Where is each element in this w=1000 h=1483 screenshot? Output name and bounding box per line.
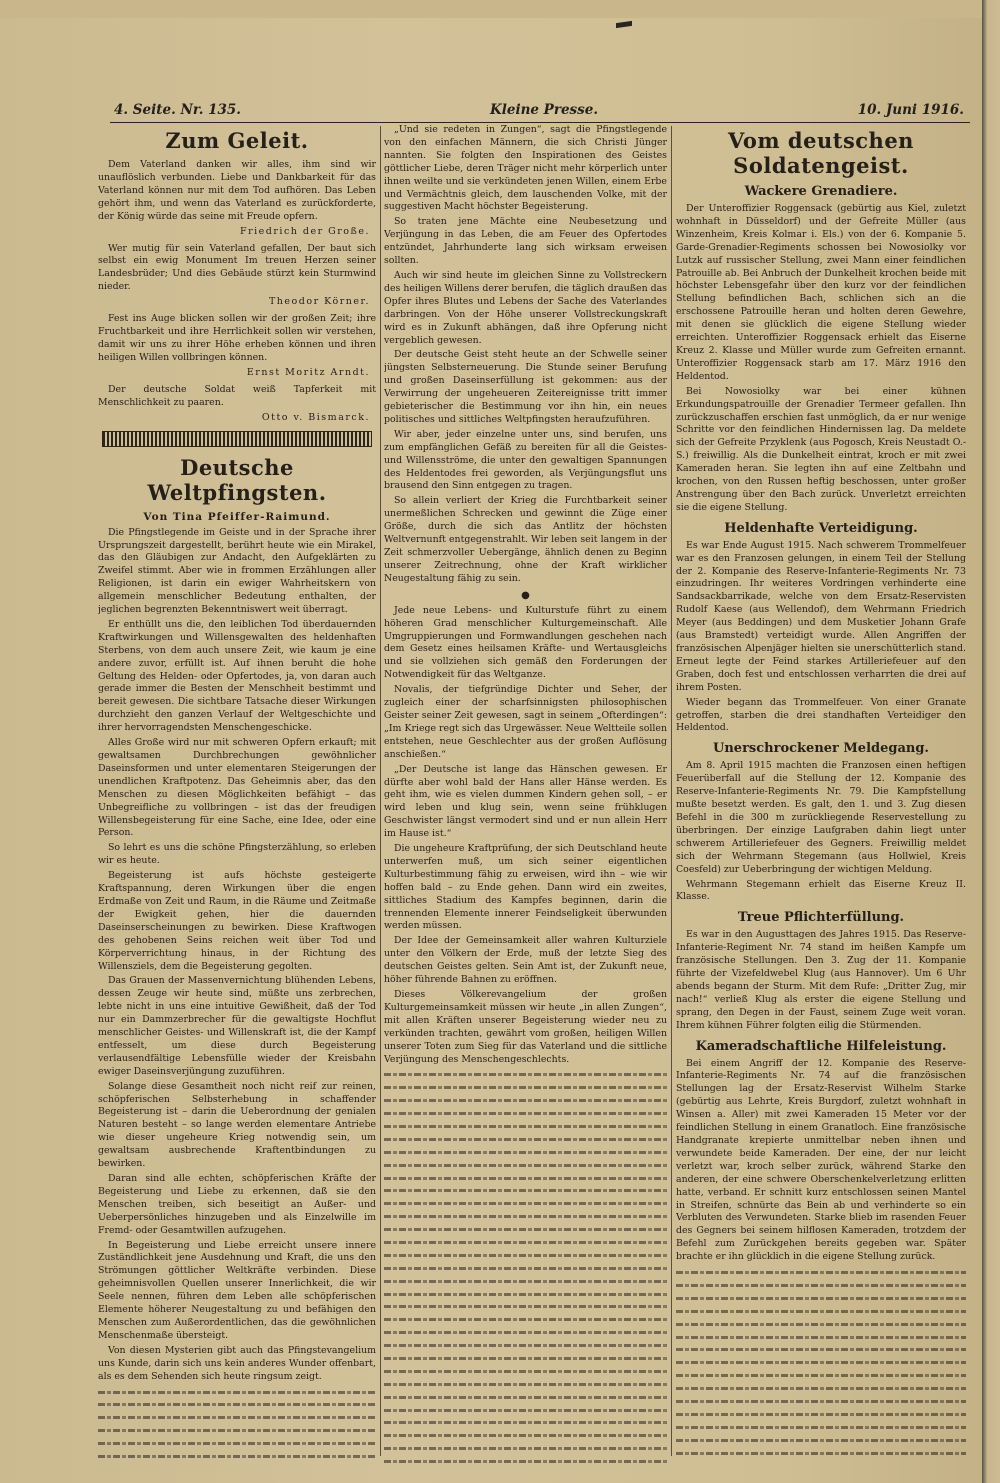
article-title: Deutsche Weltpfingsten. <box>147 454 327 505</box>
article-paragraph: So traten jene Mächte eine Neubesetzung und Verjüngung in das Leben, die am Feuer des Opfertodes entzündet, Jahrhunderte lang sich wirksam erweisen sollten. <box>384 216 667 267</box>
article-paragraph: Begeisterung ist aufs höchste gesteigerte Kraftspannung, deren Wirkungen über die engen Erdmaße von Zeit und Raum, in die Räume und Zeitmaße der Ewigkeit gehen, hier die dauernden Daseinserscheinungen zu bewirken. Diese Kraftwogen des gehobenen Seins reichen weit über Tod und Körperverrichtung hinaus, in der Richtung des Willensziels, dem die Begeisterung gegolten. <box>98 870 376 972</box>
section-heading: Kameradschaftliche Hilfeleistung. <box>695 1038 947 1054</box>
article-paragraph: Bei Nowosiolky war bei einer kühnen Erkundungspatrouille der Grenadier Termeer gefallen. Ihn zurückzuschaffen erschien fast unmöglich, da er nur wenige Schritte vor den feindlichen Hindernissen lag. Da meldete sich der Gefreite Przyklenk (aus Pogosch, Kreis Neustadt O.-S.) freiwillig. Als die Dunkelheit eintrat, kroch er mit zwei Kameraden heran. Sie legten ihn auf eine Zeltbahn und krochen, von den Russen heftig beschossen, unter großer Anstrengung über den Bach zurück. Unverletzt erreichten sie die eigene Stellung. <box>676 385 966 513</box>
article-paragraph: „Der Deutsche ist lange das Hänschen gewesen. Er dürfte aber wohl bald der Hans aller Hänse werden. Es geht ihm, wie es vielen dummen Kindern gehen soll, – er wird leben und klug sein, wenn seine frühklugen Geschwister längst vermodert sind und er nun allein Herr im Hause ist.“ <box>384 763 667 840</box>
binding-mark <box>616 21 632 28</box>
ornamental-divider <box>102 431 372 447</box>
article-paragraph: Der Idee der Gemeinsamkeit aller wahren Kulturziele unter den Völkern der Erde, muß der letzte Sieg des deutschen Geistes gelten. Sein Amt ist, der Zukunft neue, höher führende Bahnen zu eröffnen. <box>384 935 667 986</box>
article-paragraph: In Begeisterung und Liebe erreicht unsere innere Zuständlichkeit jene Ausdehnung und Kraft, die uns den Strömungen göttlicher Weltkräfte verbinden. Diese geheimnisvollen Quellen unserer Innerlichkeit, die wir Seele nennen, führen dem Leben alle schöpferischen Elemente höherer Neugestaltung zu und befähigen den Menschen zum Außerordentlichen, das die gewöhnlichen Menschenmaße übersteigt. <box>98 1239 376 1341</box>
article-paragraph: Novalis, der tiefgründige Dichter und Seher, der zugleich einer der scharfsinnigsten philosophischen Geister seiner Zeit gewesen, sagt in seinem „Ofterdingen“: „Im Kriege regt sich das Urgewässer. Neue Weltteile sollen entstehen, neue Geschlechter aus der großen Auflösung anschießen.“ <box>384 684 667 760</box>
header-masthead: Kleine Presse. <box>490 102 599 118</box>
quote-author: Friedrich der Große. <box>239 225 370 237</box>
article-paragraph: Der Unteroffizier Roggensack (gebürtig aus Kiel, zuletzt wohnhaft in Düsseldorf) und der Gefreite Müller (aus Winzenheim, Kreis Kolmar i. Els.) von der 6. Kompanie 5. Garde-Grenadier-Regiments schossen bei Nowosiolky vor Lutzk auf russischer Stellung, zwei Mann einer feindlichen Patrouille ab. Bei Anbruch der Dunkelheit krochen beide mit höchster Lebensgefahr über den kurz vor der feindlichen Stellung befindlichen Bach, schlichen sich an die erschossene Patrouille heran und holten deren Gewehre, mit denen sie glücklich die eigene Stellung wieder erreichten. Unteroffizier Roggensack erhielt das Eiserne Kreuz 2. Klasse und Müller wurde zum Gefreiten ernannt. Unteroffizier Roggensack starb am 17. März 1916 den Heldentod. <box>676 203 966 382</box>
header-page-number: 4. Seite. Nr. 135. <box>114 102 241 118</box>
header-date: 10. Juni 1916. <box>857 102 964 118</box>
page-header <box>110 100 970 123</box>
article-paragraph: Bei einem Angriff der 12. Kompanie des Reserve-Infanterie-Regiments Nr. 74 auf die französischen Stellungen lag der Ersatz-Reservist Wilhelm Starke (gebürtig aus Lehrte, Kreis Burgdorf, zuletzt wohnhaft in Winsen a. Aller) mit zwei Kameraden 15 Meter vor der feindlichen Stellung in einem Granatloch. Eine französische Handgranate krepierte unmittelbar neben ihnen und verwundete beide Kameraden. Der eine, der nur leicht verletzt war, kroch selber zurück, während Starke den anderen, der eine schwere Oberschenkelverletzung erlitten hatte, verband. Er schnitt kurz entschlossen seinen Mantel in Streifen, schnürte das Bein ab und verhinderte so ein Verbluten des Verwundeten. Starke blieb im rasenden Feuer des Gegners bei seinem hilflosen Kameraden, trotzdem der Befehl zum Zurückgehen bereits gegeben war. Später brachte er ihn glücklich in die eigene Stellung zurück. <box>676 1057 966 1263</box>
article-paragraph: Er enthüllt uns die, den leiblichen Tod überdauernden Kraftwirkungen und Willensgewalten des heldenhaften Sterbens, von dem auch unsere Zeit, wie kaum je eine andere zuvor, erfüllt ist. Auf ihnen beruht die hohe Geltung des Helden- oder Opfertodes, ja, von daran auch gerade immer die Besten der Menschheit bestimmt und bereit gewesen. Die sichtbare Tatsache dieser Wirkungen durchzieht den ganzen Verlauf der Weltgeschichte und ihrer hervorragendsten Menschengeschicke. <box>98 618 376 734</box>
article-paragraph: Wir aber, jeder einzelne unter uns, sind berufen, uns zum empfänglichen Gefäß zu bereiten für all die Geistes- und Willensströme, die unter den gewaltigen Spannungen des Heldentodes frei geworden, als Verjüngungsflut uns brausend den Sinn entgegen zu tragen. <box>384 428 667 492</box>
article-byline: Von Tina Pfeiffer-Raimund. <box>143 510 331 523</box>
article-paragraph: Die Pfingstlegende im Geiste und in der Sprache ihrer Ursprungszeit dargestellt, berührt heute wie ein Mirakel, das den Gläubigen zur Andacht, den Aufgeklärten zu Zweifel stimmt. Aber wie in frommen Erzählungen aller Religionen, ist darin ein ewiger Wahrheitskern von allgemein menschlicher Bedeutung enthalten, der jeglichen begrenzten Bekenntniswert weit überragt. <box>98 526 376 616</box>
column-2 <box>384 124 667 1464</box>
section-heading: Unerschrockener Meldegang. <box>713 741 929 757</box>
illegible-text-block <box>98 1386 376 1465</box>
quote-text: Wer mutig für sein Vaterland gefallen, Der baut sich selbst ein ewig Monument Im treuen Herzen seiner Landesbrüder; Und dies Gebäude stürzt kein Sturmwind nieder. <box>98 242 376 293</box>
article-title: Zum Geleit. <box>165 128 309 153</box>
article-paragraph: Das Grauen der Massenvernichtung blühenden Lebens, dessen Zeuge wir heute sind, müßte uns zerbrechen, lebte nicht in uns eine intuitive Gewißheit, daß der Tod nur ein Dammzerbrecher für die gewaltigste Hochflut menschlicher Geistes- und Willenskraft ist, die der Kampf entfesselt, um diese durch Begeisterung verlausendfältige Lebensfülle wieder der Kreisbahn ewiger Daseinsverjüngung zuzuführen. <box>98 975 376 1077</box>
article-paragraph: Am 8. April 1915 machten die Franzosen einen heftigen Feuerüberfall auf die Stellung der 12. Kompanie des Reserve-Infanterie-Regiments Nr. 79. Die Kampfstellung mußte besetzt werden. Es galt, den 1. und 3. Zug diesen Befehl in die 300 m zurückliegende Reservestellung zu überbringen. Der einzige Laufgraben dahin liegt unter schwerem Artilleriefeuer des Gegners. Freiwillig meldet sich der Wehrmann Stegemann (aus Hollwiel, Kreis Coesfeld) zur Ueberbringung der wichtigen Meldung. <box>676 760 966 875</box>
article-paragraph: Alles Große wird nur mit schweren Opfern erkauft; mit gewaltsamen Durchbrechungen gewöhnlicher Daseinsformen und unter elementaren Steigerungen der unendlichen Kraftpotenz. Das Geheimnis aber, das den Menschen zu diesen Möglichkeiten befähigt – das Unbegreifliche zu vollbringen – ist das der freudigen Willensbegeisterung für eine Sache, eine Idee, oder eine Person. <box>98 737 376 839</box>
article-paragraph: So allein verliert der Krieg die Furchtbarkeit seiner unermeßlichen Schrecken und gewinnt die Züge einer Größe, durch die sich das Antlitz der höchsten Weltvernunft entgegenstrahlt. Wir leben seit langem in der Zeit schmerzvoller Uebergänge, ähnlich denen zu Beginn unserer Zeitrechnung, ohne der Kraft wirklicher Neugestaltung fähig zu sein. <box>384 495 667 584</box>
article-paragraph: „Und sie redeten in Zungen“, sagt die Pfingstlegende von den einfachen Männern, die sich Christi Jünger nannten. Sie folgten den Inspirationen des Geistes göttlicher Liebe, deren Träger nicht mehr körperlich unter ihnen weilte und sie verkündeten jenen Willen, einem Erbe und Vermächtnis gleich, dem lauschenden Volke, mit der suggestiven Macht höchster Begeisterung. <box>384 124 667 213</box>
quote-text: Dem Vaterland danken wir alles, ihm sind wir unauflöslich verbunden. Liebe und Dankbarkeit für das Vaterland können nur mit dem Tod aufhören. Das Leben gehört ihm, und wenn das Vaterland es zurückforderte, der König würde das seine mit Freude opfern. <box>98 159 376 222</box>
section-heading: Heldenhafte Verteidigung. <box>724 520 918 536</box>
adjacent-page-edge <box>982 0 1000 1483</box>
illegible-text-block <box>676 1266 966 1464</box>
article-paragraph: Von diesen Mysterien gibt auch das Pfingstevangelium uns Kunde, darin sich uns kein anderes Wunder offenbart, als es dem Sehenden sich heute ringsum zeigt. <box>98 1344 376 1382</box>
quote-author: Otto v. Bismarck. <box>261 411 370 423</box>
article-paragraph: Jede neue Lebens- und Kulturstufe führt zu einem höheren Grad menschlicher Kulturgemeinschaft. Alle Umgruppierungen und Formwandlungen geschehen nach dem Gesetz eines heilsamen Kräfte- und Wertausgleichs und sie vollziehen sich gemäß den Forderungen der Notwendigkeit für das Weltganze. <box>384 604 667 681</box>
article-paragraph: So lehrt es uns die schöne Pfingsterzählung, so erleben wir es heute. <box>98 842 376 867</box>
illegible-text-block <box>384 1068 667 1464</box>
article-paragraph: Der deutsche Geist steht heute an der Schwelle seiner jüngsten Selbsterneuerung. Die Stunde seiner Berufung und großen Daseinserfüllung ist gekommen: aus der Verwirrung der ungeheueren Zeitereignisse tritt immer gebieterischer die Bestimmung vor ihn hin, ein neues politisches und sittliches Weltpfingsten heraufzuführen. <box>384 349 667 425</box>
section-heading: Wackere Grenadiere. <box>744 184 898 199</box>
article-paragraph: Wieder begann das Trommelfeuer. Von einer Granate getroffen, starben die drei standhaften Verteidiger den Heldentod. <box>676 696 966 734</box>
quote-text: Fest ins Auge blicken sollen wir der großen Zeit; ihre Fruchtbarkeit und ihre Herrlichkeit sollen wir verstehen, damit wir uns zu ihrer Höhe erheben können und ihren heiligen Willen vollbringen können. <box>98 313 376 363</box>
column-3 <box>676 124 966 1464</box>
article-paragraph: Wehrmann Stegemann erhielt das Eiserne Kreuz II. Klasse. <box>676 878 966 903</box>
quote-author: Theodor Körner. <box>268 296 370 308</box>
article-paragraph: Die ungeheure Kraftprüfung, der sich Deutschland heute unterwerfen muß, um sich seiner eigentlichen Kulturbestimmung fähig zu erweisen, wird ihn – wie wir hoffen bald – zu Ende gehen. Dann wird ein zweites, sittliches Stadium des Kampfes beginnen, darin die trennenden Elemente innerer Feindseligkeit überwunden werden müssen. <box>384 843 667 932</box>
column-1 <box>98 124 376 1464</box>
article-title: Vom deutschen Soldatengeist. <box>728 128 914 178</box>
article-paragraph: Dieses Völkerevangelium der großen Kulturgemeinsamkeit müssen wir heute „in allen Zungen“, mit allen Kräften unserer Begeisterung wieder neu zu verkünden trachten, gewährt vom großen, heiligen Willen unserer Toten zum Sieg für das Vaterland und die sittliche Verjüngung des Menschengeschlechts. <box>384 989 667 1065</box>
article-paragraph: Solange diese Gesamtheit noch nicht reif zur reinen, schöpferischen Selbsterhebung in schaffender Begeisterung ist – darin die Ueberordnung der genialen Naturen besteht – so lange werden elementare Antriebe wie dieser ungeheure Krieg notwendig sein, um gewaltsam ausbrechende Kraftentbindungen zu bewirken. <box>98 1080 376 1170</box>
article-paragraph: Es war Ende August 1915. Nach schwerem Trommelfeuer war es den Franzosen gelungen, in einem Teil der Stellung der 2. Kompanie des Reserve-Infanterie-Regiments Nr. 73 einzudringen. Ihr weiteres Vordringen verhinderte eine Sandsackbarrikade, welche von dem Ersatz-Reservisten Rudolf Kaese (aus Wellendof), dem Wehrmann Friedrich Meyer (aus Beddingen) und dem Musketier Johann Grafe (aus Bramstedt) verteidigt wurde. Allen Angriffen der französischen Alpenjäger hielten sie unerschütterlich stand. Erneut legte der Feind starkes Artilleriefeuer auf den Graben, doch fest und entschlossen verharrten die drei auf ihrem Posten. <box>676 539 966 693</box>
column-rule-2 <box>671 126 672 1456</box>
article-paragraph: Daran sind alle echten, schöpferischen Kräfte der Begeisterung und Liebe zu erkennen, daß sie den Menschen treiben, sich beseitigt an Außer- und Ueberpersönliches hinzugeben und als Einzelwille im Fremd- oder Gesamtwillen aufzugehen. <box>98 1173 376 1236</box>
section-heading: Treue Pflichterfüllung. <box>737 910 905 926</box>
section-dot: ● <box>521 589 530 601</box>
quote-author: Ernst Moritz Arndt. <box>246 366 370 378</box>
quote-text: Der deutsche Soldat weiß Tapferkeit mit Menschlichkeit zu paaren. <box>98 383 376 408</box>
scan-top-edge <box>0 0 982 18</box>
column-rule-1 <box>380 126 381 1456</box>
article-paragraph: Es war in den Augusttagen des Jahres 1915. Das Reserve-Infanterie-Regiment Nr. 74 stand im heißen Kampfe um französische Stellungen. Den 3. Zug der 11. Kompanie führte der Vizefeldwebel Klug (aus Hannover). Um 6 Uhr abends begann der Sturm. Mit dem Rufe: „Dritter Zug, mir nach!“ verließ Klug als erster die eigene Stellung und sprang, den Degen in der Faust, seinem Zuge weit voran. Ihrem kühnen Führer folgten eilig die Stürmenden. <box>676 929 966 1031</box>
article-paragraph: Auch wir sind heute im gleichen Sinne zu Vollstreckern des heiligen Willens derer berufen, die täglich draußen das Opfer ihres Blutes und Lebens der Sache des Vaterlandes darbringen. Von der Höhe unserer Vollstreckungskraft wird es in Zukunft abhängen, daß ihre Opferung nicht vergeblich gewesen. <box>384 269 667 346</box>
